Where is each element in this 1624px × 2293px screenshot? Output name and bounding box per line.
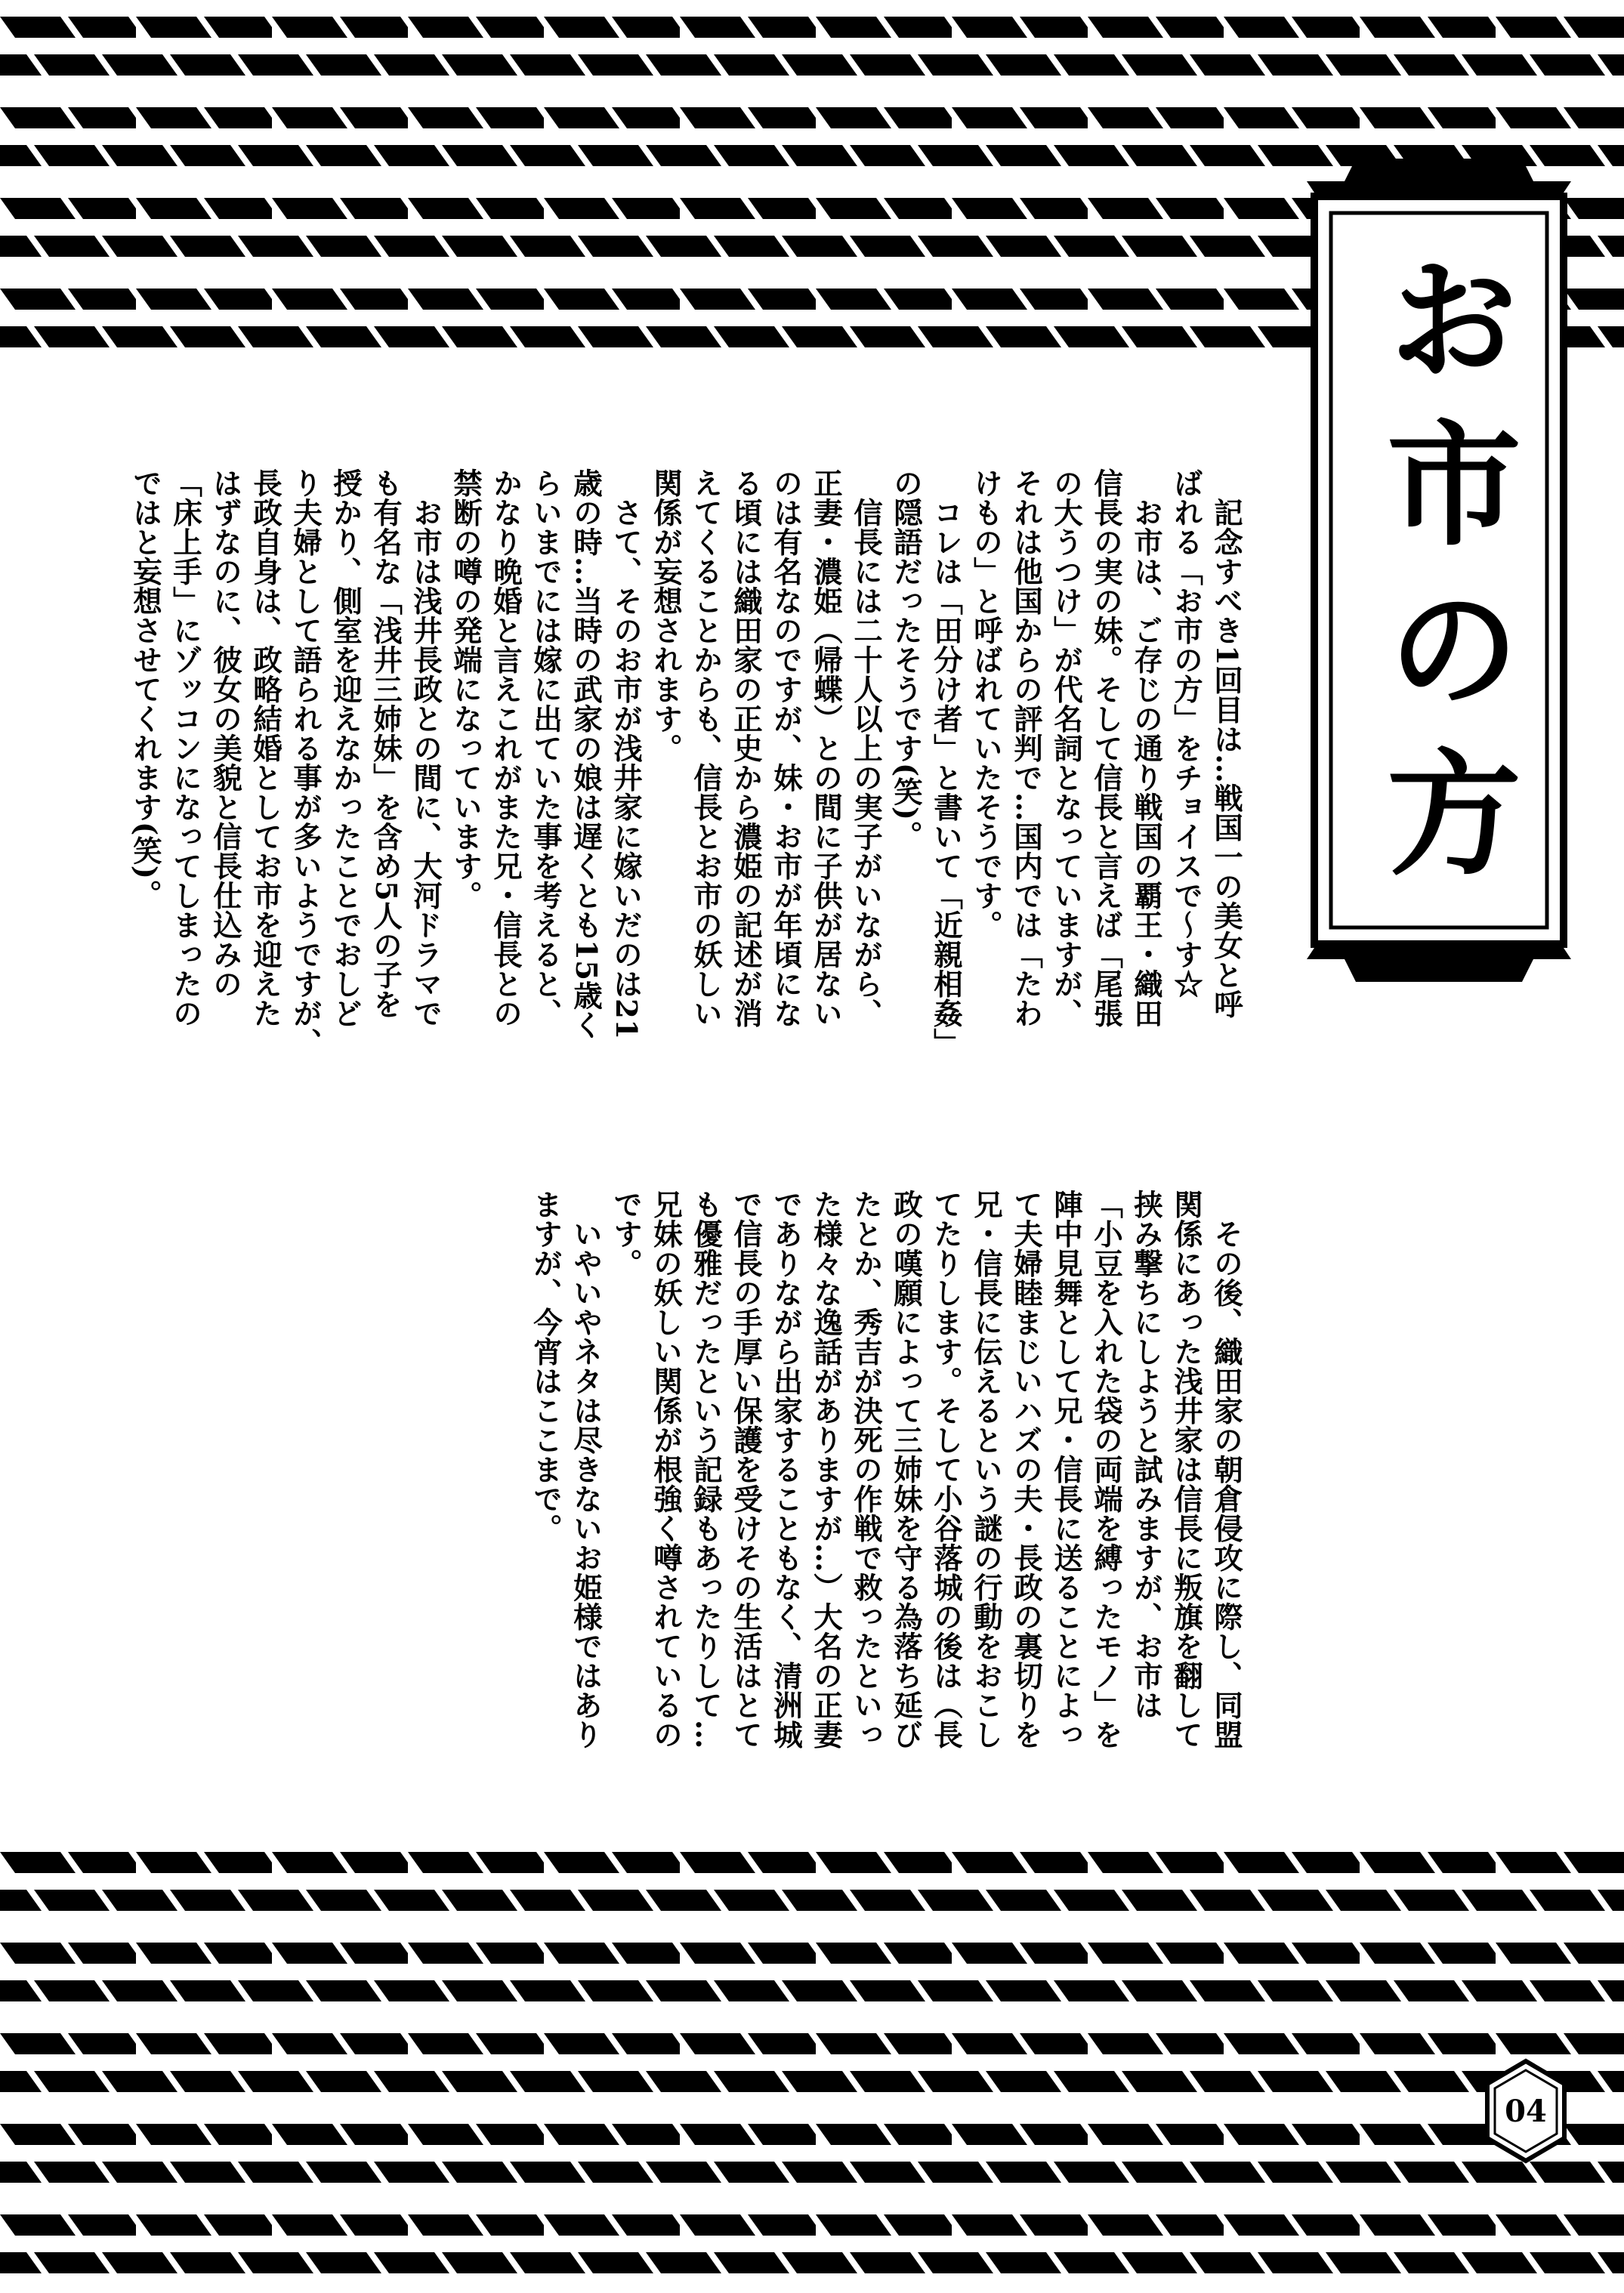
text-line: る頃には織田家の正史から濃姫の記述が消 (729, 468, 763, 1028)
text-line: 信長には二十人以上の実子がいながら、 (849, 468, 883, 1028)
text-line: の隠語だったそうです(笑)。 (889, 468, 923, 850)
text-line: 長政自身は、政略結婚としてお市を迎えた (249, 468, 283, 1028)
text-line: てたりします。そして小谷落城の後は（長 (929, 1190, 963, 1749)
page-number-badge (1484, 2058, 1567, 2164)
text-line: 政の嘆願によって三姉妹を守る為落ち延び (889, 1190, 923, 1749)
text-line: 兄妹の妖しい関係が根強く噂されているの (649, 1190, 683, 1749)
text-line: 記念すべき1回目は…戦国一の美女と呼 (1209, 468, 1243, 1020)
text-line: 関係が妄想されます。 (649, 468, 683, 763)
article-block-1 (128, 468, 1246, 1133)
bottom-lattice-svg (0, 1835, 1624, 2293)
title-plaque (1284, 151, 1594, 989)
text-line: はずなのに、彼女の美貌と信長仕込みの (208, 468, 242, 998)
text-line: 歳の時…当時の武家の娘は遅くとも15歳く (569, 468, 603, 1040)
text-line: けもの」と呼ばれていたそうです。 (969, 468, 1003, 940)
text-line: 「小豆を入れた袋の両端を縛ったモノ」を (1089, 1190, 1123, 1749)
text-line: です。 (609, 1190, 643, 1278)
text-line: 信長の実の妹。そして信長と言えば「尾張 (1089, 468, 1123, 1028)
text-line: さて、そのお市が浅井家に嫁いだのは21 (609, 468, 643, 1040)
text-line: お市は、ご存じの通り戦国の覇王・織田 (1129, 468, 1163, 1028)
text-line: らいまでには嫁に出ていた事を考えると、 (529, 468, 563, 1028)
text-line: 正妻・濃姫（帰蝶）との間に子供が居ない (809, 468, 843, 1028)
text-line: 授かり、側室を迎えなかったことでおしど (329, 468, 363, 1028)
text-line: 禁断の噂の発端になっています。 (449, 468, 483, 910)
text-line: 兄・信長に伝えるという謎の行動をおこし (969, 1190, 1003, 1749)
text-line: の大うつけ」が代名詞となっていますが、 (1049, 468, 1083, 1028)
text-line: 関係にあった浅井家は信長に叛旗を翻して (1169, 1190, 1203, 1749)
text-line: いやいやネタは尽きないお姫様ではあり (569, 1190, 603, 1749)
text-line: その後、織田家の朝倉侵攻に際し、同盟 (1209, 1190, 1243, 1749)
text-line: り夫婦として語られる事が多いようですが、 (289, 468, 323, 1057)
text-line: それは他国からの評判で…国内では「たわ (1009, 468, 1043, 1028)
text-line: 挟み撃ちにしようと試みますが、お市は (1129, 1190, 1163, 1720)
text-line: ますが、今宵はここまで。 (529, 1190, 563, 1543)
text-line: ではと妄想させてくれます(笑)。 (128, 468, 162, 909)
text-line: で信長の手厚い保護を受けその生活はとて (729, 1190, 763, 1749)
page-number: 04 (1505, 2093, 1547, 2129)
page-title: お市の方 (1364, 249, 1522, 908)
text-line: 「床上手」にゾッコンになってしまったの (168, 468, 202, 1028)
bottom-lattice-pattern (0, 1835, 1624, 2293)
text-line: のは有名なのですが、妹・お市が年頃にな (769, 468, 803, 1028)
text-line: でありながら出家することもなく、清洲城 (769, 1190, 803, 1749)
text-line: も優雅だったという記録もあったりして… (689, 1190, 723, 1749)
text-line: えてくることからも、信長とお市の妖しい (689, 468, 723, 1028)
text-line: かなり晩婚と言えこれがまた兄・信長との (489, 468, 523, 1028)
text-line: お市は浅井長政との間に、大河ドラマで (409, 468, 443, 1028)
text-line: コレは「田分け者」と書いて「近親相姦」 (929, 468, 963, 1057)
text-line: た様々な逸話がありますが…）大名の正妻 (809, 1190, 843, 1749)
text-line: も有名な「浅井三姉妹」を含め5人の子を (369, 468, 403, 1020)
text-line: 陣中見舞として兄・信長に送ることによっ (1049, 1190, 1083, 1749)
text-line: ばれる「お市の方」をチョイスで～す☆ (1169, 468, 1203, 998)
text-line: て夫婦睦まじいハズの夫・長政の裏切りを (1009, 1190, 1043, 1749)
text-line: たとか、秀吉が決死の作戦で救ったといっ (849, 1190, 883, 1749)
article-block-2 (521, 1190, 1246, 1816)
